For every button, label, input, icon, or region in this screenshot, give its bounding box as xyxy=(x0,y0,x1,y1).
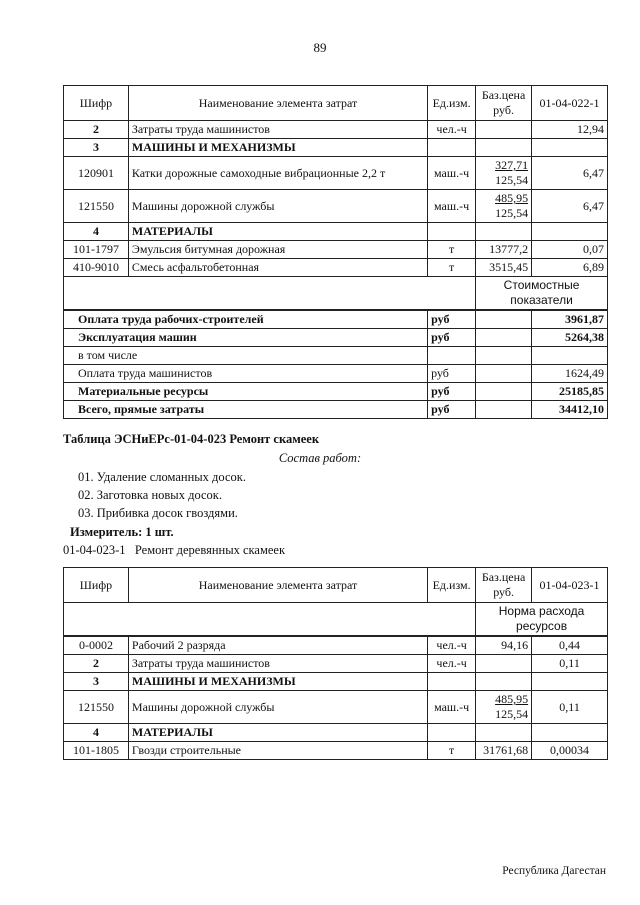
meter-label: Измеритель: 1 шт. xyxy=(70,525,174,539)
section-title: Таблица ЭСНиЕРс-01-04-023 Ремонт скамеек xyxy=(63,432,320,446)
header-unit: Ед.изм. xyxy=(428,568,476,603)
header-name: Наименование элемента затрат xyxy=(128,86,427,121)
table-row: 410-9010 Смесь асфальтобетонная т 3515,45 6,89 xyxy=(64,259,608,277)
table-row-section: 4 МАТЕРИАЛЫ xyxy=(64,724,608,742)
header-code: Шифр xyxy=(64,568,129,603)
table-row: 120901 Катки дорожные самоходные вибрационные 2,2 т маш.-ч 327,71 125,54 6,47 xyxy=(64,157,608,190)
cost-caption: Стоимостные показатели xyxy=(476,277,608,311)
table-row: 121550 Машины дорожной службы маш.-ч 485,95 125,54 0,11 xyxy=(64,691,608,724)
table-row-section: 3 МАШИНЫ И МЕХАНИЗМЫ xyxy=(64,139,608,157)
table-row-section: 3 МАШИНЫ И МЕХАНИЗМЫ xyxy=(64,673,608,691)
work-step: 01. Удаление сломанных досок. xyxy=(78,470,246,484)
work-composition-header: Состав работ: xyxy=(278,451,362,465)
table-header-row xyxy=(64,568,608,603)
table-row: 2 Затраты труда машинистов чел.-ч 12,94 xyxy=(64,121,608,139)
summary-row: Материальные ресурсы руб 25185,85 xyxy=(64,383,608,401)
header-price: Баз.цена руб. xyxy=(476,568,532,603)
header-unit: Ед.изм. xyxy=(428,86,476,121)
work-step: 02. Заготовка новых досок. xyxy=(78,488,223,502)
header-rate: 01-04-022-1 xyxy=(532,86,608,121)
table-row: 101-1805 Гвозди строительные т 31761,68 0,00034 xyxy=(64,742,608,760)
header-name: Наименование элемента затрат xyxy=(128,568,427,603)
header-price: Баз.цена руб. xyxy=(476,86,532,121)
table-row: 101-1797 Эмульсия битумная дорожная т 13777,2 0,07 xyxy=(64,241,608,259)
cost-caption-row xyxy=(64,277,608,311)
item-label: 01-04-023-1 Ремонт деревянных скамеек xyxy=(63,543,286,557)
summary-row: Оплата труда рабочих-строителей руб 3961,87 xyxy=(64,310,608,329)
summary-row: Эксплуатация машин руб 5264,38 xyxy=(64,329,608,347)
norm-caption-row xyxy=(64,603,608,637)
header-code: Шифр xyxy=(64,86,129,121)
summary-row: Оплата труда машинистов руб 1624,49 xyxy=(64,365,608,383)
work-step: 03. Прибивка досок гвоздями. xyxy=(78,506,238,520)
norm-caption: Норма расхода ресурсов xyxy=(476,603,608,637)
resource-table-2 xyxy=(63,567,608,760)
footer-region: Республика Дагестан xyxy=(502,865,606,877)
header-rate: 01-04-023-1 xyxy=(532,568,608,603)
table-header-row xyxy=(64,86,608,121)
summary-row: Всего, прямые затраты руб 34412,10 xyxy=(64,401,608,419)
table-row-section: 4 МАТЕРИАЛЫ xyxy=(64,223,608,241)
page-number: 89 xyxy=(313,40,327,55)
summary-row: в том числе xyxy=(64,347,608,365)
table-row: 121550 Машины дорожной службы маш.-ч 485,95 125,54 6,47 xyxy=(64,190,608,223)
table-row: 2 Затраты труда машинистов чел.-ч 0,11 xyxy=(64,655,608,673)
resource-table-1 xyxy=(63,85,608,419)
table-row: 0-0002 Рабочий 2 разряда чел.-ч 94,16 0,44 xyxy=(64,636,608,655)
